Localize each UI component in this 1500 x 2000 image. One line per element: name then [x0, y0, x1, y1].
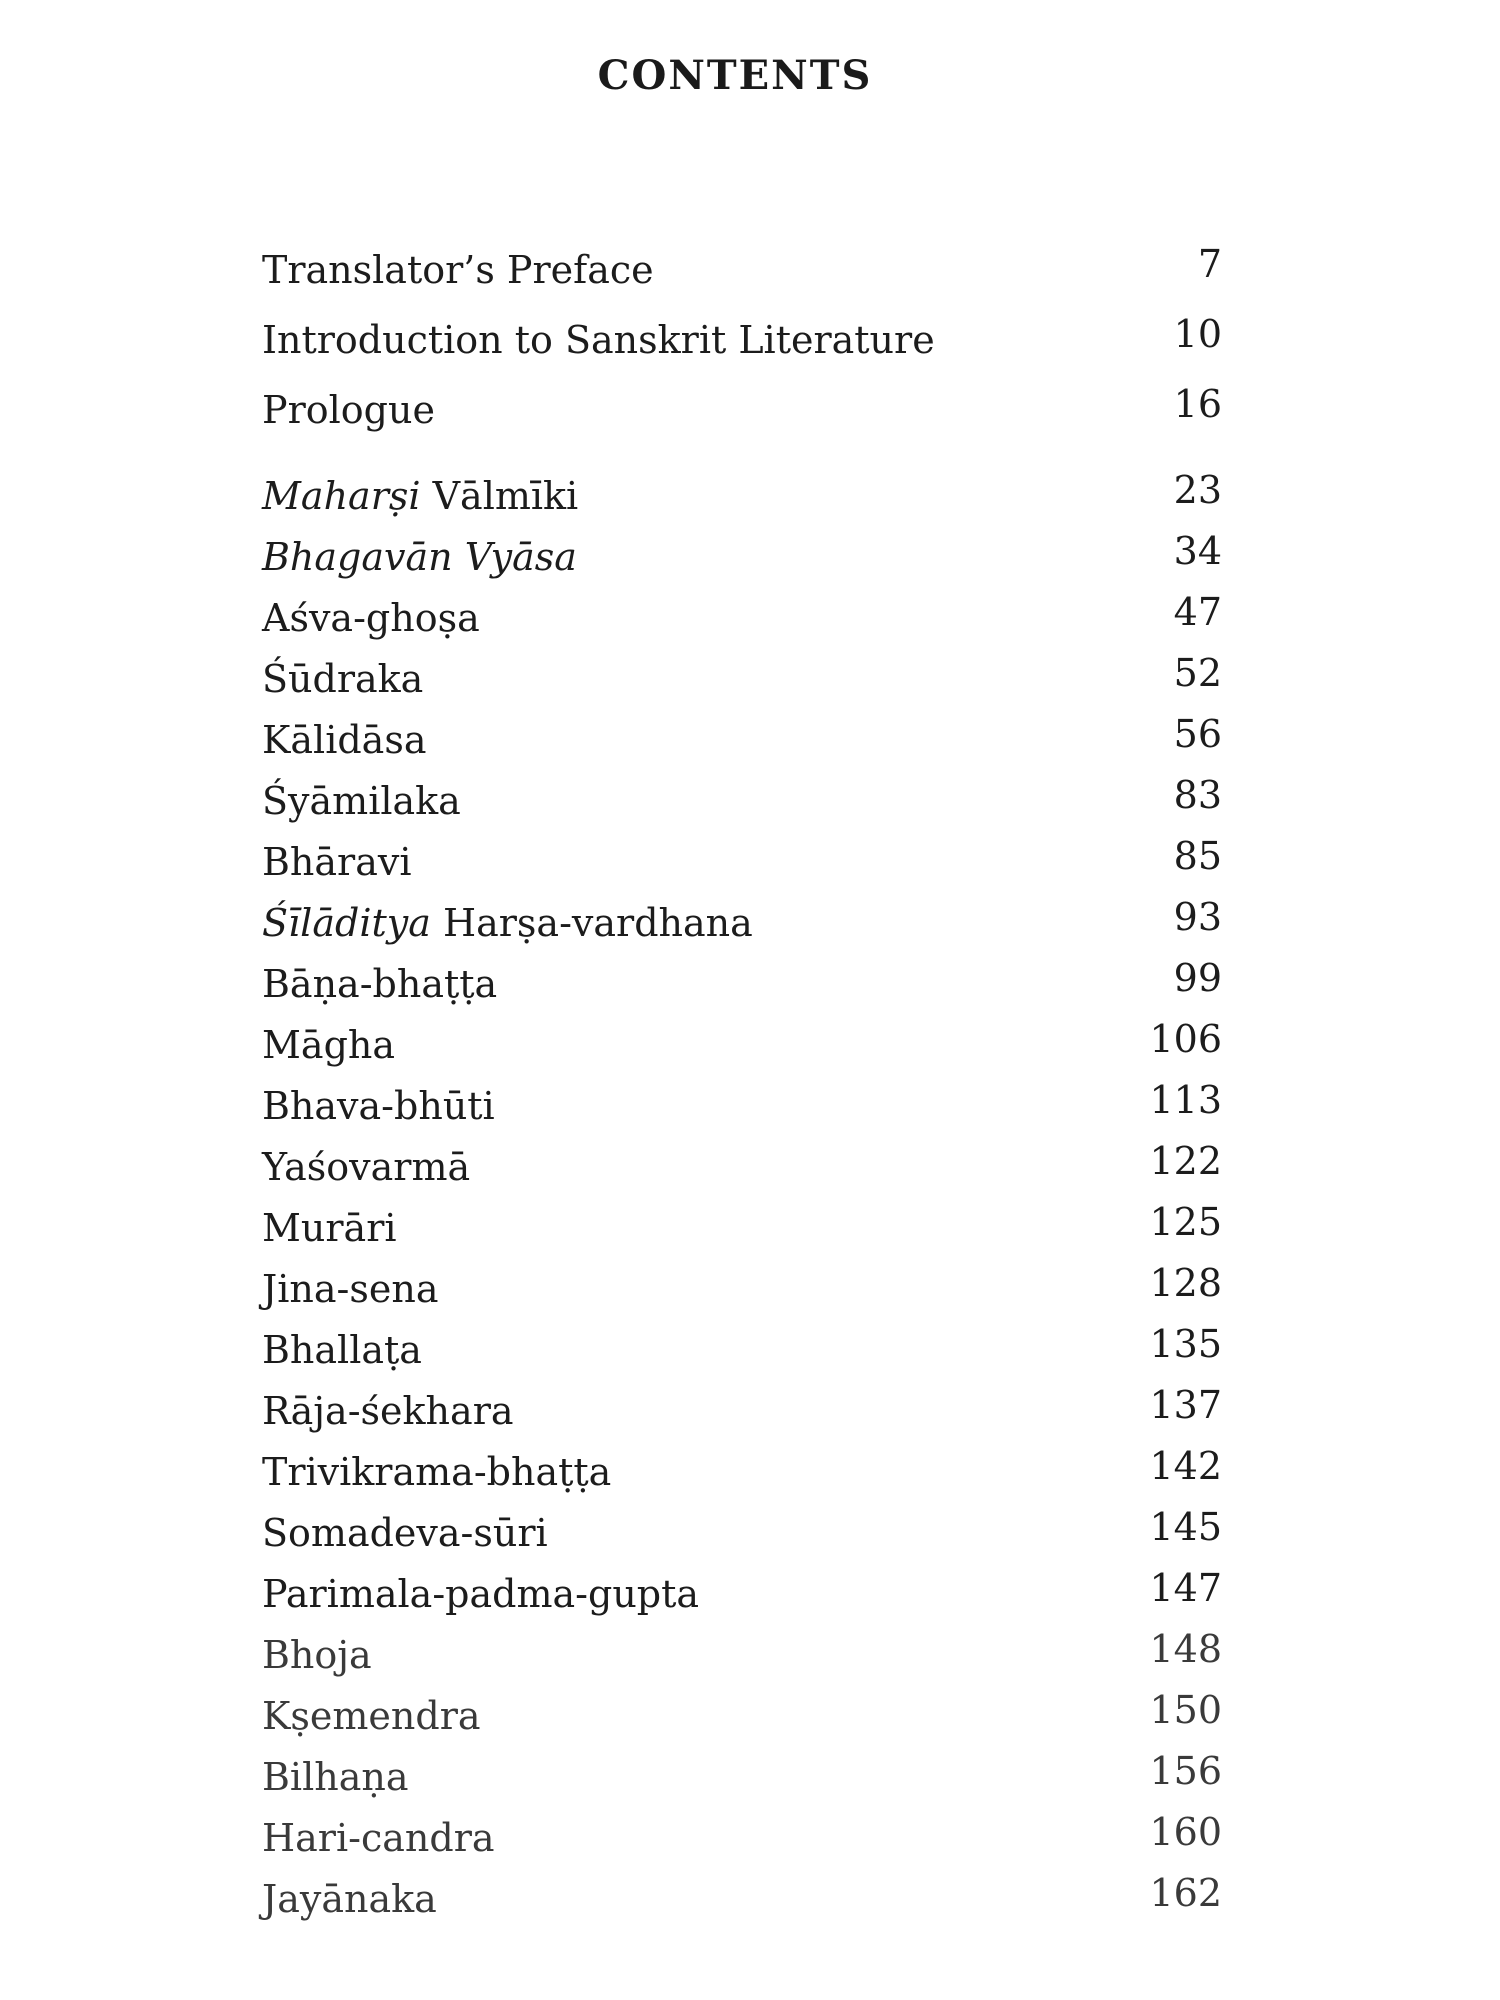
toc-entry — [262, 834, 1222, 890]
toc-entry — [262, 1749, 1222, 1805]
toc-entry-page: 162 — [1149, 1871, 1222, 1915]
toc-entry — [262, 1139, 1222, 1195]
toc-entry — [262, 773, 1222, 829]
toc-entry-title: Bhallaṭa — [262, 1328, 422, 1372]
toc-entry-page: 99 — [1173, 956, 1222, 1000]
toc-entry-page: 156 — [1149, 1749, 1222, 1793]
toc-entry-page: 147 — [1149, 1566, 1222, 1610]
toc-entry — [262, 1810, 1222, 1866]
toc-entry-title: Bhāravi — [262, 840, 412, 884]
toc-entry-title: Somadeva-sūri — [262, 1511, 548, 1555]
toc-entry-title: Bilhaṇa — [262, 1755, 409, 1799]
toc-entry-title: Jina-sena — [262, 1267, 439, 1311]
toc-entry-page: 56 — [1173, 712, 1222, 756]
toc-entry-title: Aśva-ghoṣa — [262, 596, 480, 640]
toc-entry-title: Śūdraka — [262, 657, 424, 701]
toc-entry-page: 47 — [1173, 590, 1222, 634]
toc-entry — [262, 1078, 1222, 1134]
toc-entry — [262, 590, 1222, 646]
toc-entry-title: Kālidāsa — [262, 718, 427, 762]
toc-entry-title: Bhoja — [262, 1633, 372, 1677]
toc-entry-page: 93 — [1173, 895, 1222, 939]
toc-entry-title: Yaśovarmā — [262, 1145, 471, 1189]
toc-entry — [262, 712, 1222, 768]
toc-entry — [262, 1627, 1222, 1683]
toc-entry-page: 83 — [1173, 773, 1222, 817]
toc-entry — [262, 1444, 1222, 1500]
toc-entry-page: 34 — [1173, 529, 1222, 573]
toc-entry — [262, 1688, 1222, 1744]
toc-entry — [262, 895, 1222, 951]
toc-entry-page: 137 — [1149, 1383, 1222, 1427]
toc-entry-page: 135 — [1149, 1322, 1222, 1366]
toc-entry-page: 145 — [1149, 1505, 1222, 1549]
toc-entry-title: Māgha — [262, 1023, 396, 1067]
toc-entry — [262, 651, 1222, 707]
toc-entry-page: 122 — [1149, 1139, 1222, 1183]
toc-entry-title: Rāja-śekhara — [262, 1389, 514, 1433]
toc-entry-page: 7 — [1197, 242, 1222, 286]
toc-entry-page: 113 — [1149, 1078, 1222, 1122]
toc-entry — [262, 242, 1222, 298]
toc-entry-title: Murāri — [262, 1206, 397, 1250]
toc-entry-title: Bhava-bhūti — [262, 1084, 495, 1128]
toc-entry — [262, 468, 1222, 524]
toc-entry-title: Trivikrama-bhaṭṭa — [262, 1450, 612, 1494]
toc-entry — [262, 1017, 1222, 1073]
page-title: CONTENTS — [597, 52, 873, 99]
toc-entry — [262, 1200, 1222, 1256]
toc-entry-page: 85 — [1173, 834, 1222, 878]
toc-entry-title: Parimala-padma-gupta — [262, 1572, 700, 1616]
toc-entry — [262, 529, 1222, 585]
toc-entry-page: 150 — [1149, 1688, 1222, 1732]
toc-entry — [262, 382, 1222, 438]
toc-entry-title: Jayānaka — [262, 1877, 437, 1921]
toc-entry — [262, 1505, 1222, 1561]
toc-entry-title: Bhagavān Vyāsa — [262, 535, 577, 579]
toc-entry-page: 106 — [1149, 1017, 1222, 1061]
toc-entry — [262, 956, 1222, 1012]
toc-entry-page: 125 — [1149, 1200, 1222, 1244]
toc-entry-title: Śyāmilaka — [262, 779, 461, 823]
toc-entry-page: 23 — [1173, 468, 1222, 512]
toc-entry-title: Prologue — [262, 388, 435, 432]
toc-entry — [262, 1322, 1222, 1378]
toc-entry — [262, 1566, 1222, 1622]
toc-entry-page: 10 — [1173, 312, 1222, 356]
toc-entry-title: Translator’s Preface — [262, 248, 654, 292]
toc-entry-title: Śīlāditya Harṣa-vardhana — [262, 901, 753, 945]
toc-entry — [262, 1261, 1222, 1317]
toc-entry-page: 52 — [1173, 651, 1222, 695]
toc-entry-title: Introduction to Sanskrit Literature — [262, 318, 935, 362]
toc-entry — [262, 1871, 1222, 1927]
toc-entry-page: 148 — [1149, 1627, 1222, 1671]
toc-entry-title: Bāṇa-bhaṭṭa — [262, 962, 498, 1006]
toc-entry-page: 128 — [1149, 1261, 1222, 1305]
toc-entry — [262, 312, 1222, 368]
toc-entry-page: 142 — [1149, 1444, 1222, 1488]
toc-entry-page: 160 — [1149, 1810, 1222, 1854]
toc-entry-page: 16 — [1173, 382, 1222, 426]
toc-entry — [262, 1383, 1222, 1439]
toc-entry-title: Hari-candra — [262, 1816, 495, 1860]
toc-entry-title: Maharṣi Vālmīki — [262, 474, 579, 518]
toc-entry-title: Kṣemendra — [262, 1694, 481, 1738]
